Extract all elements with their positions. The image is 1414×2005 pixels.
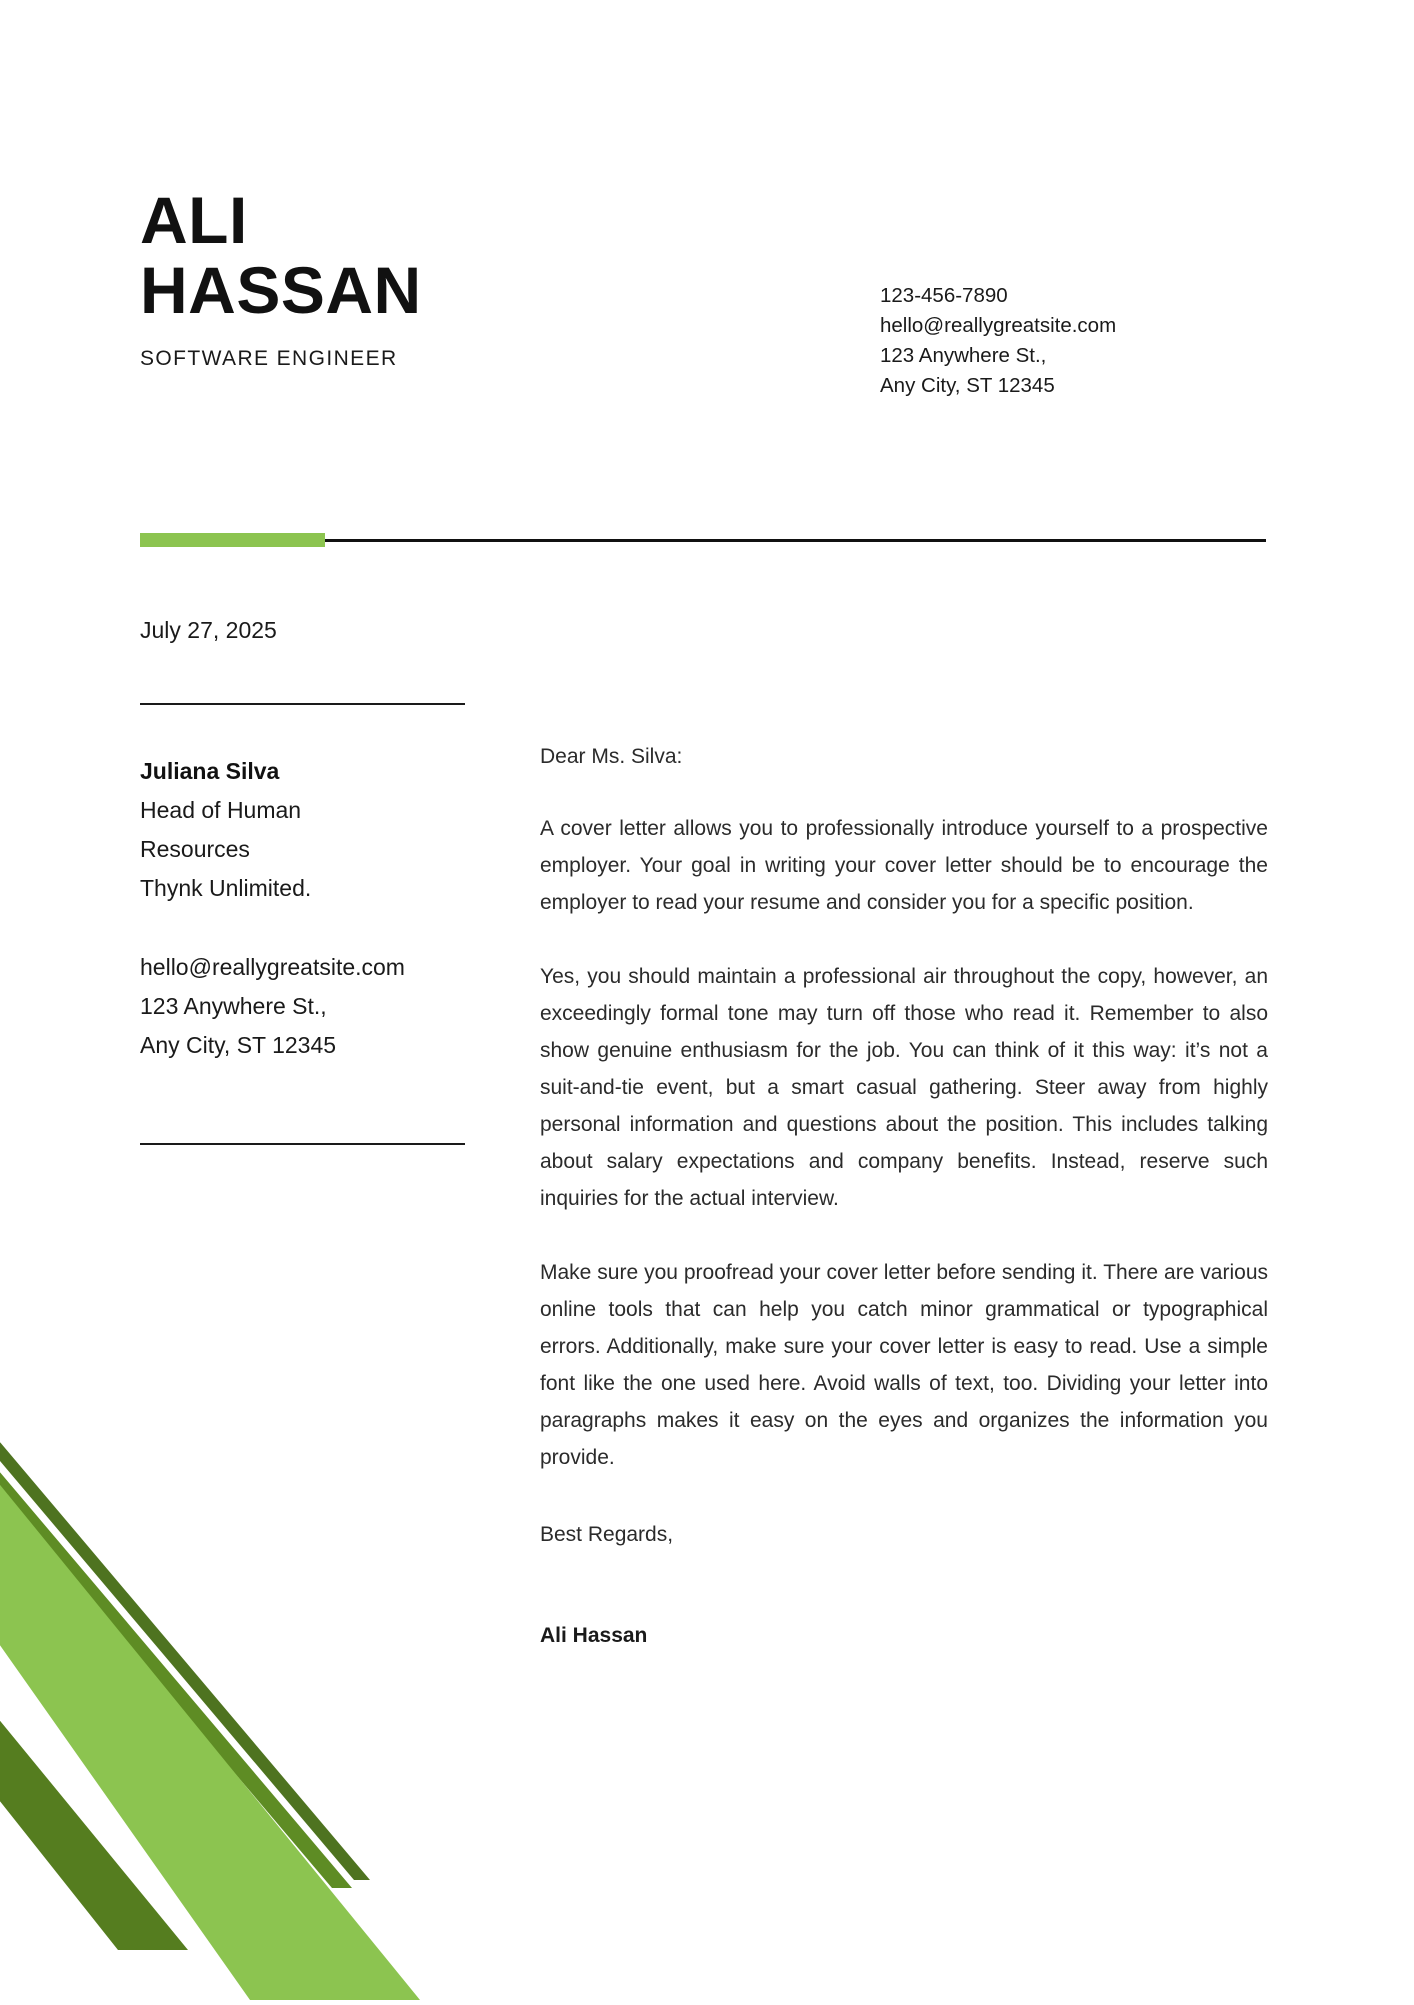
divider-black-rule [325, 539, 1266, 542]
divider-green-bar [140, 533, 325, 547]
letter-salutation: Dear Ms. Silva: [540, 745, 683, 768]
letter-paragraph-2: Yes, you should maintain a professional air throughout the copy, however, an exceedingly formal tone may turn off those who read it. Remember to also show genuine enthusiasm for the job. You can think of it this way: it’s not a suit-and-tie event, but a smart casual gathering. Steer away from highly personal information and questions about the position. This includes talking about salary expectations and company benefits. Instead, reserve such inquiries for the actual interview. [540, 965, 1268, 1210]
sender-phone: 123-456-7890 [880, 284, 1008, 307]
sender-email: hello@reallygreatsite.com [880, 314, 1117, 337]
recipient-name: Juliana Silva [140, 758, 280, 784]
sender-city: Any City, ST 12345 [880, 374, 1055, 397]
sender-name-line-1: ALI [140, 183, 248, 257]
letter-body-column [540, 740, 1268, 1652]
letter-closing: Best Regards, [540, 1523, 674, 1546]
stripe-thin-outer [0, 1390, 370, 1880]
letter-paragraph-3: Make sure you proofread your cover letter before sending it. There are various online tools that can help you catch minor grammatical or typographical errors. Additionally, make sure your cover letter is easy to read. Use a simple font like the one used here. Avoid walls of text, too. Dividing your letter into paragraphs makes it easy on the eyes and organizes the information you provide. [540, 1261, 1268, 1469]
stripe-thin-inner [0, 1425, 352, 1888]
recipient-city: Any City, ST 12345 [140, 1032, 337, 1058]
decorative-corner-stripes [0, 1380, 440, 2000]
recipient-street: 123 Anywhere St., [140, 993, 327, 1019]
sender-contact-block [880, 281, 1280, 401]
diagonal-stripes-svg [0, 1380, 440, 2000]
recipient-title-line-1: Head of Human [140, 797, 302, 823]
sender-job-title: SOFTWARE ENGINEER [140, 347, 398, 370]
header-divider [140, 533, 1266, 547]
sender-name-line-2: HASSAN [140, 253, 422, 327]
letter-meta-column [140, 615, 470, 1145]
recipient-title-line-2: Resources [140, 836, 250, 862]
recipient-contact-block [140, 948, 470, 1065]
sender-street: 123 Anywhere St., [880, 344, 1047, 367]
recipient-block [140, 752, 470, 908]
letter-signature: Ali Hassan [540, 1624, 648, 1647]
meta-rule-top [140, 703, 465, 705]
sender-name-block [140, 185, 760, 371]
recipient-email: hello@reallygreatsite.com [140, 954, 405, 980]
stripe-thick-dark [0, 1650, 188, 1950]
letter-date: July 27, 2025 [140, 617, 277, 643]
letter-paragraph-1: A cover letter allows you to professionally introduce yourself to a prospective employer. Your goal in writing your cover letter should be to encourage the employer to read your resume and consider you for a specific position. [540, 817, 1268, 914]
recipient-company: Thynk Unlimited. [140, 875, 312, 901]
meta-rule-bottom [140, 1143, 465, 1145]
stripe-wide-light [0, 1475, 420, 2000]
